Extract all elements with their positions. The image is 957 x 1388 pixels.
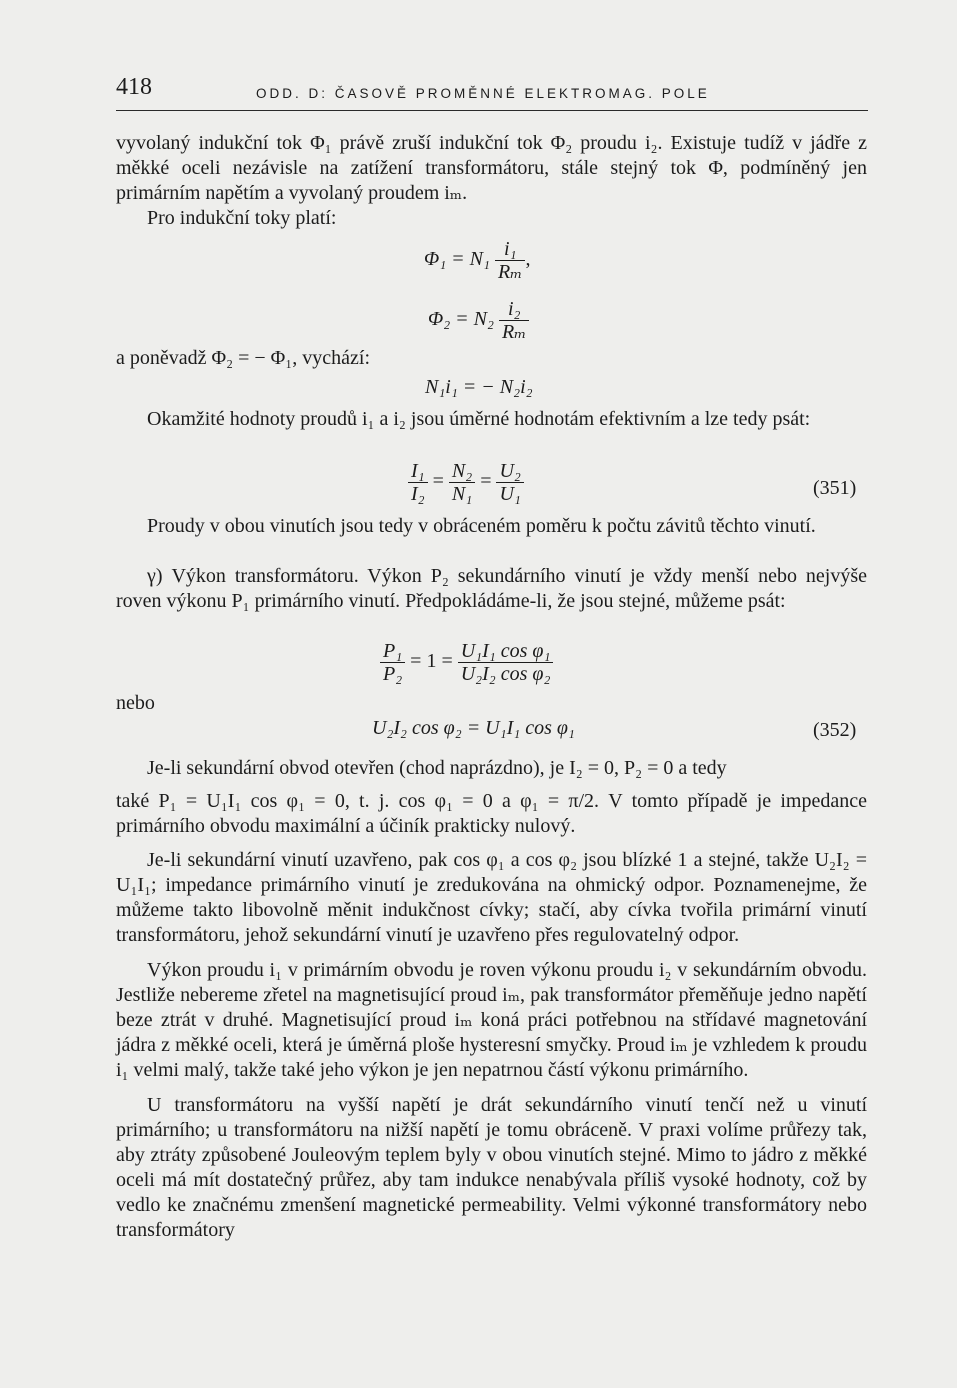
equation-power-numerator: U₁I₁ cos φ₁: [458, 640, 554, 663]
paragraph-power-current: Výkon proudu i₁ v primárním obvodu je roven výkonu proudu i₂ v sekundárním obvodu. Jestliže nebereme zřetel na magnetisující proud iₘ, pak transformátor přeměňuje jedno napětí beze ztrát v druhé. Magnetisující proud iₘ koná práci potřebnou na střídavé magnetování jádra z měkké oceli, která je úměrná ploše hysteresní smyčky. Proud iₘ je vzhledem k proudu i₁ velmi malý, takže také jeho výkon je jen nepatrnou částí výkonu primárního.: [116, 959, 867, 1081]
paragraph-instant-values: Okamžité hodnoty proudů i₁ a i₂ jsou úměrné hodnotám efektivním a lze tedy psát:: [147, 408, 811, 430]
equation-351: $\frac{\text{I₁}}{\text{I₂}}$ = $\frac{\text{N₂}}{\text{N₁}}$ = $\frac{\text{U₂}}{\text{U₁}}$: [408, 460, 524, 505]
header-rule: [116, 110, 868, 111]
equation-power-denominator: U₂I₂ cos φ₂: [460, 663, 551, 685]
equation-phi2-denominator: Rₘ: [501, 321, 527, 343]
equation-351-i1: I₁: [408, 460, 428, 483]
running-header: ODD. D: ČASOVĚ PROMĚNNÉ ELEKTROMAG. POLE: [256, 86, 710, 101]
equation-351-n1: N₁: [451, 483, 473, 505]
equation-power-equals-one: = 1 =: [410, 650, 453, 673]
equation-351-frac-i: [408, 460, 428, 505]
paragraph-flux-intro: Pro indukční toky platí:: [147, 207, 337, 229]
equation-phi1-fraction: [495, 238, 525, 283]
equation-number-351: (351): [813, 477, 857, 499]
equation-power-frac-p: [380, 640, 405, 685]
label-or: nebo: [116, 692, 155, 714]
page-number: 418: [116, 74, 152, 100]
equation-phi1-denominator: Rₘ: [497, 261, 523, 283]
equation-phi1-lhs: Φ₁ = N₁: [424, 248, 490, 271]
equation-n-i: N₁i₁ = − N₂i₂: [425, 376, 533, 398]
equation-351-frac-n: [449, 460, 475, 505]
equation-phi1: [424, 238, 530, 283]
paragraph-open-circuit: Je-li sekundární obvod otevřen (chod naprázdno), je I₂ = 0, P₂ = 0 a tedy: [147, 757, 727, 779]
equation-351-i2: I₂: [411, 483, 425, 505]
paragraph-since: a poněvadž Φ₂ = − Φ₁, vychází:: [116, 347, 370, 369]
paragraph-inverse-ratio: Proudy v obou vinutích jsou tedy v obráceném poměru k počtu závitů těchto vinutí.: [147, 515, 816, 537]
equation-number-352: (352): [813, 719, 857, 741]
equation-351-u1: U₁: [499, 483, 521, 505]
equation-phi2-fraction: [499, 298, 529, 343]
paragraph-closed-circuit: Je-li sekundární vinutí uzavřeno, pak cos φ₁ a cos φ₂ jsou blízké 1 a stejné, takže U₂I₂ = U₁I₁; impedance primárního vinutí je zredukována na ohmický odpor. Poznamenejme, že můžeme takto libovolně měnit indukčnost cívky; stačí, aby cívka tvořila primární vinutí transformátoru, jehož sekundární vinutí je uzavřeno přes regulovatelný odpor.: [116, 849, 867, 946]
equation-power-frac-ui: [458, 640, 554, 685]
equation-352: U₂I₂ cos φ₂ = U₁I₁ cos φ₁: [372, 717, 575, 739]
equation-351-n2: N₂: [449, 460, 475, 483]
equation-phi2-lhs: Φ₂ = N₂: [428, 308, 494, 331]
equation-power-p2: P₂: [383, 663, 403, 685]
paragraph-wire-sizing: U transformátoru na vyšší napětí je drát sekundárního vinutí tenčí než u vinutí primárního; u transformátoru na nižší napětí je tomu obráceně. V praxi volíme průřezy tak, aby ztráty způsobené Jouleovým teplem byly v obou vinutích stejné. Mimo to jádro z měkké oceli má mít dostatečný průřez, aby tam indukce nenabývala příliš vysoké hodnoty, což by vedlo ke značnému zmenšení magnetické permeability. Velmi výkonné transformátory nebo transformátory: [116, 1094, 867, 1241]
equation-phi2: [428, 298, 529, 343]
paragraph-transformer-power: γ) Výkon transformátoru. Výkon P₂ sekundárního vinutí je vždy menší nebo nejvýše roven výkonu P₁ primárního vinutí. Předpokládáme-li, že jsou stejné, můžeme psát:: [116, 565, 867, 612]
equation-phi1-comma: ,: [525, 248, 531, 271]
equation-power-p1: P₁: [380, 640, 405, 663]
paragraph-intro: vyvolaný indukční tok Φ₁ právě zruší indukční tok Φ₂ proudu i₂. Existuje tudíž v jádře z měkké oceli nezávisle na zatížení transformátoru, stále stejný tok Φ, podmíněný jen primárním napětím a vyvolaný proudem iₘ.: [116, 132, 867, 204]
paragraph-open-circuit-cont: také P₁ = U₁I₁ cos φ₁ = 0, t. j. cos φ₁ = 0 a φ₁ = π/2. V tomto případě je impedance primárního obvodu maximální a účiník prakticky nulový.: [116, 790, 867, 837]
equation-351-u2: U₂: [496, 460, 523, 483]
equation-phi1-numerator: i₁: [495, 238, 525, 261]
equation-351-frac-u: [496, 460, 523, 505]
equation-power-ratio: [380, 640, 553, 685]
equation-phi2-numerator: i₂: [499, 298, 529, 321]
